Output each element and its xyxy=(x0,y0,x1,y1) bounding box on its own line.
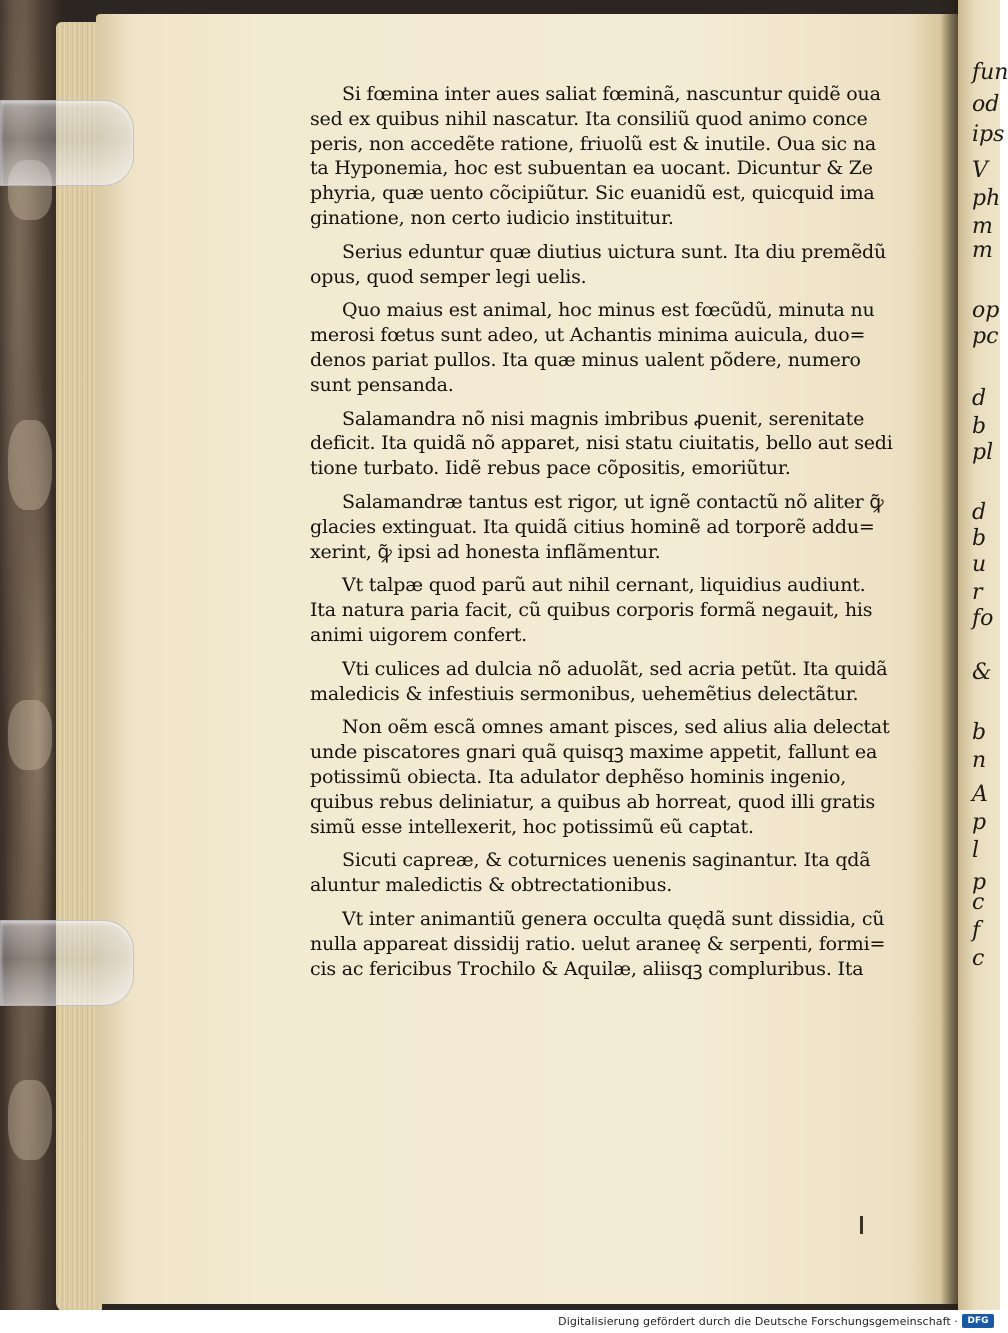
text-line: Ita natura paria facit, cũ quibus corporis formã negauit, his xyxy=(310,599,873,622)
facing-page-fragment: V xyxy=(972,158,988,183)
text-line: Vti culices ad dulcia nõ aduolãt, sed acria petũt. Ita quidã xyxy=(342,657,888,680)
facing-page-fragment: fun xyxy=(972,60,1008,85)
text-line: quibus rebus deliniatur, a quibus ab horreat, quod illi gratis xyxy=(310,790,876,813)
paragraph xyxy=(310,240,902,290)
text-line: denos pariat pullos. Ita quæ minus ualent põdere, numero xyxy=(310,348,861,371)
facing-page-fragment: op xyxy=(972,298,1000,323)
facing-page-fragment: b xyxy=(972,720,987,745)
facing-page-fragment: ips xyxy=(972,122,1005,147)
facing-page-fragment: fo xyxy=(972,606,994,631)
facing-page-fragment: ph xyxy=(972,186,1001,211)
text-line: deficit. Ita quidã nõ apparet, nisi statu ciuitatis, bello aut sedi xyxy=(310,432,893,455)
text-line: xerint, ꝙ̃ ipsi ad honesta inflãmentur. xyxy=(310,540,661,563)
facing-page-fragment: m xyxy=(972,214,993,239)
facing-page-fragment: c xyxy=(972,890,985,915)
text-line: merosi fœtus sunt adeo, ut Achantis minima auicula, duo= xyxy=(310,324,866,347)
cover-marbling xyxy=(8,420,52,510)
text-line: Serius eduntur quæ diutius uictura sunt. Ita diu premẽdũ xyxy=(342,240,887,263)
footer xyxy=(0,1310,1000,1333)
text-line: aluntur maledictis & obtrectationibus. xyxy=(310,874,673,897)
dfg-logo: DFG xyxy=(962,1314,994,1328)
text-line: Vt inter animantiũ genera occulta quędã sunt dissidia, cũ xyxy=(342,907,885,930)
text-line: Vt talpæ quod parũ aut nihil cernant, liquidius audiunt. xyxy=(342,574,866,597)
text-line: sunt pensanda. xyxy=(310,373,454,396)
text-line: potissimũ obiecta. Ita adulator dephẽso hominis ingenio, xyxy=(310,765,847,788)
text-line: tione turbato. Iidẽ rebus pace cõpositis, emoriũtur. xyxy=(310,457,791,480)
book-cover-edge xyxy=(0,0,62,1310)
text-line: ta Hyponemia, hoc est subuentan ea uocant. Dicuntur & Ze xyxy=(310,157,873,180)
facing-page-fragment: pl xyxy=(972,440,994,465)
text-line: sed ex quibus nihil nascatur. Ita consiliũ quod animo conce xyxy=(310,107,868,130)
text-line: Quo maius est animal, hoc minus est fœcũdũ, minuta nu xyxy=(342,299,875,322)
paragraph xyxy=(310,407,902,481)
page-text xyxy=(310,82,902,990)
paragraph xyxy=(310,573,902,647)
paragraph xyxy=(310,715,902,839)
text-line: Salamandra nõ nisi magnis imbribus ꝓuenit, serenitate xyxy=(342,407,865,430)
facing-page-fragment: b xyxy=(972,526,987,551)
text-line: glacies extinguat. Ita quidã citius hominẽ ad torporẽ addu= xyxy=(310,515,875,538)
text-line: Sicuti capreæ, & coturnices uenenis saginantur. Ita qdã xyxy=(342,849,871,872)
cover-marbling xyxy=(8,1080,52,1160)
facing-page-fragment: od xyxy=(972,92,1000,117)
facing-page-fragment: p xyxy=(972,810,987,835)
text-line: cis ac fericibus Trochilo & Aquilæ, aliisqꝫ compluribus. Ita xyxy=(310,957,864,980)
facing-page-fragment: u xyxy=(972,552,987,577)
facing-page-fragment: b xyxy=(972,414,987,439)
facing-page-fragment: r xyxy=(972,580,983,605)
cover-marbling xyxy=(8,700,52,770)
page-clip-bottom xyxy=(0,920,134,1006)
facing-page-fragment: d xyxy=(972,500,987,525)
facing-page-fragment: c xyxy=(972,946,985,971)
funding-credit: Digitalisierung gefördert durch die Deutsche Forschungsgemeinschaft · xyxy=(558,1315,958,1328)
text-line: Si fœmina inter aues saliat fœminã, nascuntur quidẽ oua xyxy=(342,83,881,105)
facing-page-fragment: & xyxy=(972,660,992,685)
text-line: animi uigorem confert. xyxy=(310,623,528,646)
text-line: Non oẽm escã omnes amant pisces, sed alius alia delectat xyxy=(342,716,890,739)
text-line: simũ esse intellexerit, hoc potissimũ eũ captat. xyxy=(310,815,754,838)
page-mark xyxy=(860,1216,863,1234)
text-line: phyria, quæ uento cõcipiũtur. Sic euanidũ est, quicquid ima xyxy=(310,182,875,205)
facing-page-fragment: f xyxy=(972,918,981,943)
text-line: ginatione, non certo iudicio instituitur. xyxy=(310,206,674,229)
paragraph xyxy=(310,298,902,397)
paragraph xyxy=(310,907,902,981)
facing-page-fragment: d xyxy=(972,386,987,411)
facing-page-fragment: l xyxy=(972,838,980,863)
text-line: opus, quod semper legi uelis. xyxy=(310,265,587,288)
paragraph xyxy=(310,490,902,564)
facing-page-fragment: m xyxy=(972,238,993,263)
paragraph xyxy=(310,848,902,898)
text-line: peris, non accedẽte ratione, friuolũ est & inutile. Oua sic na xyxy=(310,132,877,155)
text-line: nulla appareat dissidij ratio. uelut araneę & serpenti, formi= xyxy=(310,932,886,955)
facing-page-fragment: n xyxy=(972,748,987,773)
text-line: Salamandræ tantus est rigor, ut ignẽ contactũ nõ aliter ꝙ̃ xyxy=(342,490,884,513)
facing-page-fragment: A xyxy=(972,782,988,807)
paragraph xyxy=(310,657,902,707)
text-line: maledicis & infestiuis sermonibus, uehemẽtius delectãtur. xyxy=(310,682,859,705)
facing-page-fragment: pc xyxy=(972,324,999,349)
paragraph xyxy=(310,82,902,231)
page-clip-top xyxy=(0,100,134,186)
facing-page xyxy=(958,0,1008,1310)
text-line: unde piscatores gnari quã quisqꝫ maxime appetit, fallunt ea xyxy=(310,741,878,764)
facing-page-fragment: p xyxy=(972,870,987,895)
